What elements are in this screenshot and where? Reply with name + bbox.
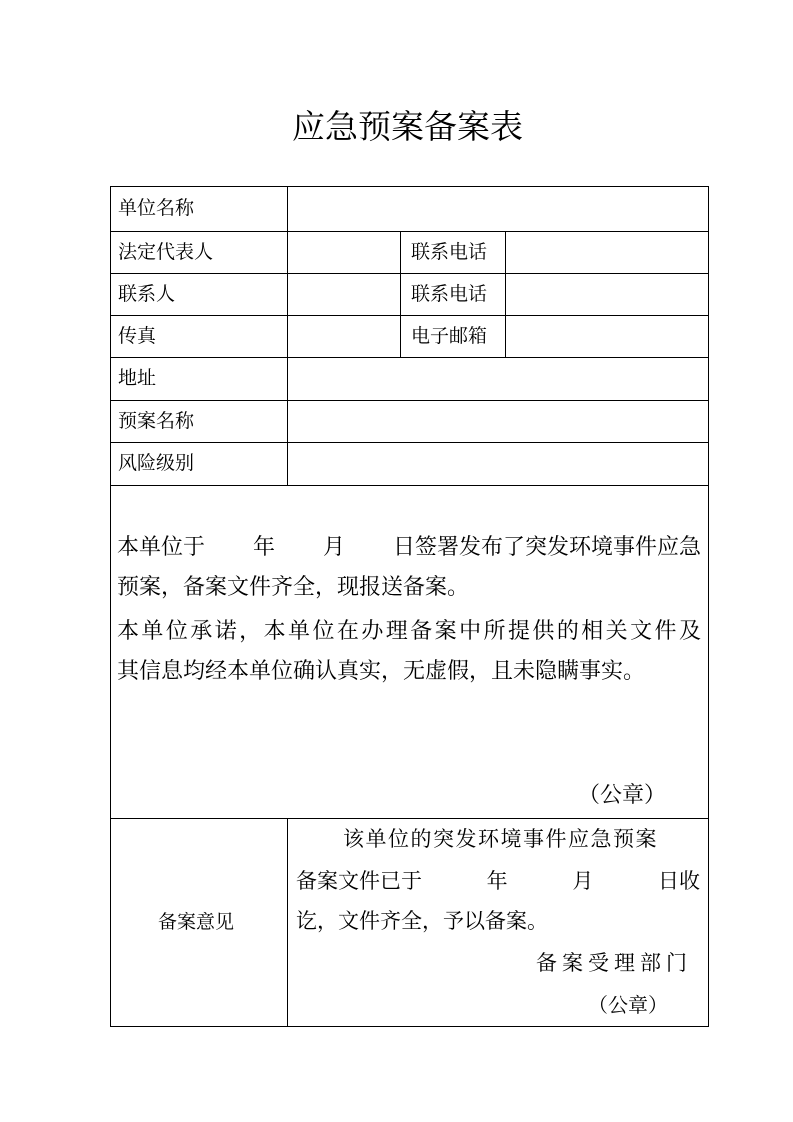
- fax-field[interactable]: [289, 317, 399, 356]
- label-fax: 传真: [118, 325, 157, 347]
- statement-year: 年: [252, 535, 275, 560]
- statement-line-1: [117, 537, 701, 559]
- opinion-line-3: 讫，文件齐全，予以备案。: [296, 909, 548, 933]
- row-divider: [110, 442, 709, 443]
- row-divider: [110, 273, 709, 274]
- row-divider: [110, 818, 709, 819]
- label-unit-name: 单位名称: [118, 197, 195, 219]
- label-risk-level: 风险级别: [118, 452, 195, 474]
- statement-line-2: 预案，备案文件齐全，现报送备案。: [117, 575, 470, 600]
- legal-rep-field[interactable]: [289, 233, 399, 272]
- row-divider: [110, 357, 709, 358]
- statement-seal: （公章）: [578, 783, 667, 808]
- label-email: 电子邮箱: [411, 325, 488, 347]
- contact-field[interactable]: [289, 275, 399, 314]
- opinion-year: 年: [486, 869, 508, 893]
- label-legal-rep: 法定代表人: [118, 241, 214, 263]
- page-title: 应急预案备案表: [292, 107, 523, 146]
- statement-month: 月: [322, 535, 345, 560]
- opinion-line-2: [296, 871, 700, 892]
- table-border: [708, 186, 709, 1027]
- statement-text: 本单位于: [117, 535, 206, 560]
- opinion-seal: （公章）: [588, 993, 668, 1017]
- column-divider: [505, 231, 506, 357]
- label-contact: 联系人: [118, 283, 176, 305]
- table-border: [110, 1026, 709, 1027]
- phone-field[interactable]: [507, 233, 707, 272]
- statement-line-4: 其信息均经本单位确认真实，无虚假，且未隐瞒事实。: [117, 659, 646, 684]
- row-divider: [110, 231, 709, 232]
- table-border: [110, 186, 709, 187]
- opinion-label: 备案意见: [158, 911, 235, 933]
- email-field[interactable]: [507, 317, 707, 356]
- table-border: [110, 186, 111, 1027]
- row-divider: [110, 400, 709, 401]
- plan-name-field[interactable]: [289, 402, 707, 441]
- opinion-month: 月: [572, 869, 594, 893]
- statement-line-3: 本单位承诺，本单位在办理备案中所提供的相关文件及: [117, 619, 701, 644]
- row-divider: [110, 315, 709, 316]
- address-field[interactable]: [289, 359, 707, 399]
- opinion-line-1: 该单位的突发环境事件应急预案: [343, 827, 658, 851]
- unit-name-field[interactable]: [289, 188, 707, 230]
- label-plan-name: 预案名称: [118, 410, 195, 432]
- opinion-text: 备案文件已于: [296, 869, 422, 893]
- label-phone: 联系电话: [411, 241, 488, 263]
- contact-phone-field[interactable]: [507, 275, 707, 314]
- row-divider: [110, 485, 709, 486]
- label-address: 地址: [118, 367, 157, 389]
- opinion-text: 日收: [657, 869, 700, 893]
- statement-text: 日签署发布了突发环境事件应急: [392, 535, 701, 560]
- label-phone: 联系电话: [411, 283, 488, 305]
- opinion-department: 备案受理部门: [536, 951, 692, 975]
- column-divider: [287, 186, 288, 485]
- column-divider: [400, 231, 401, 357]
- risk-level-field[interactable]: [289, 444, 707, 484]
- column-divider: [287, 818, 288, 1026]
